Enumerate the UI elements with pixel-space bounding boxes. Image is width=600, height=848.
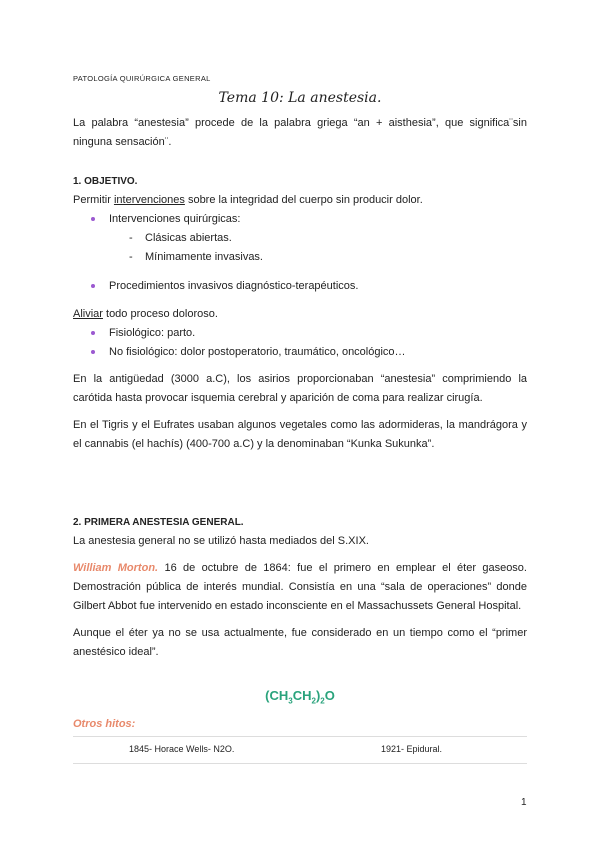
bullet-icon: [91, 331, 95, 335]
paragraph-eter: Aunque el éter ya no se usa actualmente, fue considerado en un tiempo como el “primer anestésico ideal”.: [73, 627, 527, 658]
formula-sub: 2: [320, 696, 325, 706]
list-item: [73, 210, 527, 229]
list-item-text: Mínimamente invasivas.: [145, 251, 263, 263]
section-heading-primera-anestesia: 2. PRIMERA ANESTESIA GENERAL.: [73, 517, 244, 528]
hitos-table: [73, 736, 527, 764]
dash-icon: -: [129, 251, 133, 263]
list-item-text: Fisiológico: parto.: [109, 327, 196, 339]
text-run: todo proceso doloroso.: [102, 308, 218, 320]
dash-icon: -: [129, 232, 133, 244]
list-item-text: No fisiológico: dolor postoperatorio, traumático, oncológico…: [109, 346, 406, 358]
objetivo-line: [73, 191, 527, 210]
paragraph-morton: [73, 559, 527, 616]
list-item-text: Clásicas abiertas.: [145, 232, 232, 244]
bullet-icon: [91, 284, 95, 288]
formula-part: (CH: [265, 688, 289, 703]
list-item: [73, 229, 527, 248]
table-cell: 1845- Horace Wells- N2O.: [129, 744, 235, 754]
page-number: 1: [521, 797, 527, 808]
formula-sub: 2: [311, 696, 316, 706]
underlined-term: intervenciones: [113, 194, 185, 206]
page-title: Tema 10: La anestesia.: [218, 90, 382, 106]
paragraph-asirios: En la antigüedad (3000 a.C), los asirios proporcionaban “anestesia” comprimiendo la carótida hasta provocar isquemia cerebral y aparición de coma para realizar cirugía.: [73, 373, 527, 404]
dash-list: [73, 229, 527, 267]
intro-paragraph: La palabra “anestesia” procede de la palabra griega “an + aisthesia”, que significa¨sin ninguna sensación¨.: [73, 117, 527, 148]
bullet-icon: [91, 217, 95, 221]
highlighted-name: William Morton.: [73, 562, 159, 574]
section-objetivo: [73, 172, 527, 454]
otros-hitos-label: Otros hitos:: [73, 718, 136, 730]
bullet-list: [73, 324, 527, 362]
bullet-icon: [91, 350, 95, 354]
list-item-text: Procedimientos invasivos diagnóstico-terapéuticos.: [109, 280, 359, 292]
bullet-list: [73, 210, 527, 229]
formula-part: CH: [292, 688, 312, 703]
bullet-list: [73, 277, 527, 296]
section-heading-objetivo: 1. OBJETIVO.: [73, 176, 138, 187]
text-run: Permitir: [73, 194, 114, 206]
formula-part: ): [315, 688, 321, 703]
formula-part: O: [324, 688, 335, 703]
text-run: sobre la integridad del cuerpo sin producir dolor.: [184, 194, 423, 206]
running-header: PATOLOGÍA QUIRÚRGICA GENERAL: [73, 74, 211, 83]
chemical-formula: [73, 688, 527, 706]
aliviar-line: [73, 305, 527, 324]
list-item-text: Intervenciones quirúrgicas:: [109, 213, 241, 225]
formula-sub: 3: [288, 696, 293, 706]
list-item: [73, 343, 527, 362]
text-run: 16 de octubre de 1864: fue el primero en emplear el éter gaseoso. Demostración pública de interés mundial. Consistía en una “sala de operaciones” donde Gilbert Abbot fue intervenido en estado inconsciente en el Massachussets General Hospital.: [73, 562, 527, 612]
underlined-term: Aliviar: [73, 308, 103, 320]
paragraph-mediados: La anestesia general no se utilizó hasta mediados del S.XIX.: [73, 535, 369, 547]
section-primera-anestesia: [73, 513, 527, 662]
list-item: [73, 324, 527, 343]
table-cell: 1921- Epidural.: [381, 744, 443, 754]
list-item: [73, 248, 527, 267]
list-item: [73, 277, 527, 296]
intro-block: [73, 114, 527, 152]
paragraph-tigris: En el Tigris y el Eufrates usaban algunos vegetales como las adormideras, la mandrágora y el cannabis (el hachís) (400-700 a.C) y la denominaban “Kunka Sukunka”.: [73, 419, 527, 450]
